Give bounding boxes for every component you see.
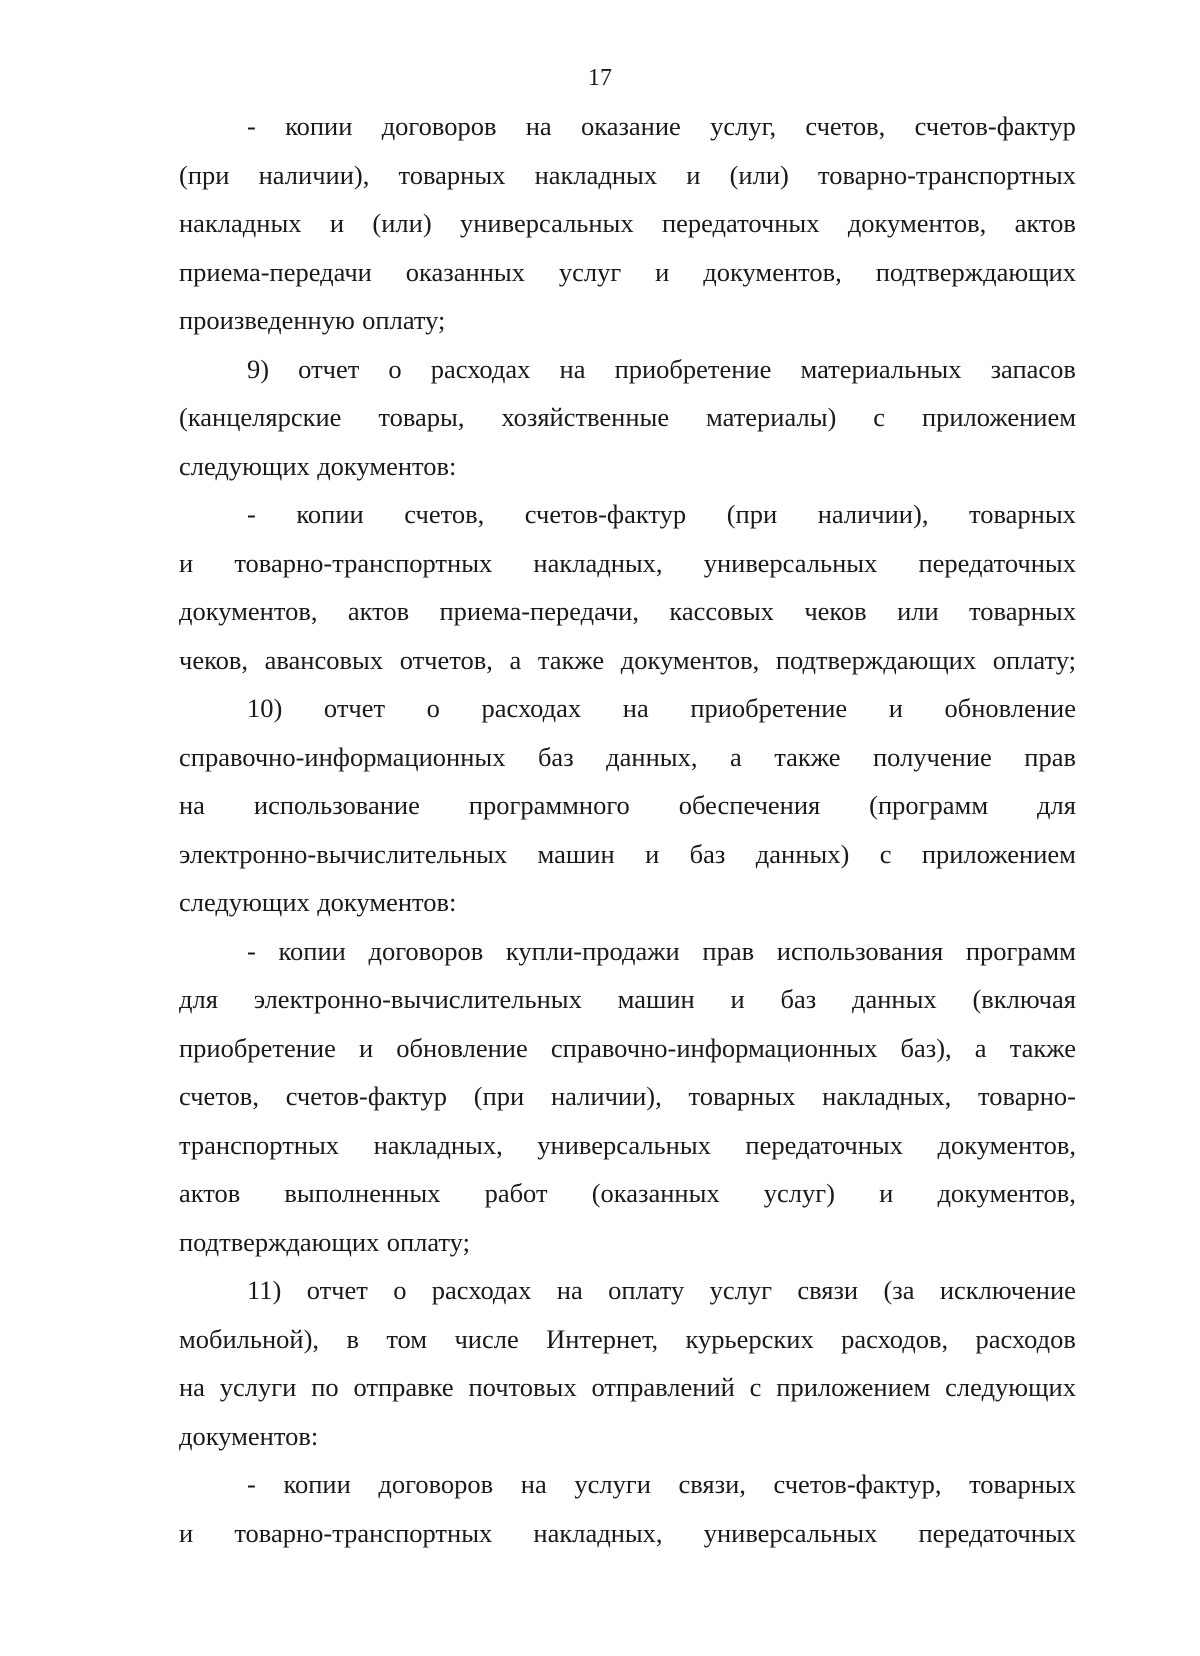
word: документов,: [703, 256, 842, 287]
word: документов:: [317, 887, 457, 917]
word: баз: [537, 741, 574, 772]
word: товары,: [378, 402, 465, 432]
word: передаточных: [745, 1129, 903, 1160]
word: отчет: [323, 693, 386, 723]
word: накладных,: [533, 547, 663, 578]
text-line: [179, 975, 1076, 1024]
word: и: [358, 1032, 374, 1063]
word: следующих: [945, 1372, 1076, 1402]
word: связи: [797, 1275, 859, 1305]
word: данных: [851, 984, 937, 1014]
word: (при: [179, 159, 230, 190]
word: прав: [702, 935, 755, 966]
word: связи,: [678, 1469, 746, 1499]
word: электронно-вычислительных: [253, 984, 582, 1014]
word: наличии),: [817, 499, 929, 529]
word: и: [329, 208, 345, 238]
text-line: [179, 636, 1076, 685]
word: услуги: [219, 1372, 297, 1402]
word: чеков: [804, 596, 867, 626]
word: данных,: [606, 741, 698, 772]
word: товарно-транспортных: [818, 159, 1076, 190]
word: приложением: [921, 402, 1076, 432]
word: обновление: [396, 1032, 528, 1063]
word: расходов: [975, 1323, 1076, 1354]
text-line: [179, 1460, 1076, 1509]
word: отправлений: [591, 1372, 735, 1402]
text-line: [179, 733, 1076, 782]
word: договоров: [368, 935, 484, 966]
word: а: [509, 644, 522, 675]
word: для: [1037, 790, 1076, 820]
text-line: [179, 830, 1076, 879]
text-line: [179, 1363, 1076, 1412]
word: -: [247, 1469, 256, 1499]
word: на: [520, 1469, 547, 1499]
word: материалы): [706, 402, 837, 432]
word: и: [655, 256, 670, 287]
text-line: [179, 1121, 1076, 1170]
word: и: [686, 159, 701, 190]
word: и: [879, 1178, 894, 1208]
word: кассовых: [669, 596, 774, 626]
word: 9): [247, 353, 270, 384]
word: транспортных: [179, 1129, 340, 1160]
word: оказание: [580, 111, 681, 141]
word: следующих: [179, 450, 310, 481]
word: товарных: [398, 159, 506, 190]
word: счетов,: [404, 499, 485, 529]
word: документов,: [937, 1129, 1076, 1160]
word: (или): [729, 159, 789, 190]
word: договоров: [381, 111, 497, 141]
word: счетов,: [805, 111, 886, 141]
text-line: [179, 1024, 1076, 1073]
word: услуг: [558, 256, 622, 287]
word: и: [179, 1517, 194, 1548]
word: товарных: [969, 1469, 1076, 1499]
word: авансовых: [264, 644, 384, 675]
word: на: [556, 1275, 583, 1305]
word: копии: [296, 499, 364, 529]
text-line: [179, 199, 1076, 248]
word: отправке: [353, 1372, 454, 1402]
word: электронно-вычислительных: [179, 838, 508, 869]
text-line: [179, 539, 1076, 588]
word: для: [179, 984, 218, 1014]
word: на: [179, 1372, 205, 1402]
word: подтверждающих: [179, 1226, 380, 1257]
word: документов:: [317, 450, 457, 481]
word: прав: [1024, 741, 1076, 772]
word: передаточных: [918, 547, 1076, 578]
word: по: [311, 1372, 339, 1402]
word: документов,: [179, 596, 318, 626]
word: купли-продажи: [505, 935, 680, 966]
word: обновление: [944, 693, 1076, 723]
word: универсальных: [703, 1517, 878, 1548]
word: приема-передачи,: [439, 596, 639, 626]
word: (или): [372, 208, 432, 238]
word: подтверждающих: [875, 256, 1076, 287]
word: приобретение: [614, 353, 772, 384]
word: отчет: [306, 1275, 368, 1305]
word: счетов-фактур: [285, 1081, 448, 1111]
word: услуг,: [710, 111, 777, 141]
word: товарных: [969, 499, 1076, 529]
word: и: [645, 838, 660, 869]
word: подтверждающих: [775, 644, 977, 675]
word: актов: [1014, 208, 1076, 238]
word: расходах: [430, 353, 531, 384]
word: товарно-транспортных: [234, 1517, 493, 1548]
word: накладных: [534, 159, 658, 190]
word: приобретение: [179, 1032, 336, 1063]
word: баз),: [900, 1032, 952, 1063]
word: выполненных: [284, 1178, 441, 1208]
word: счетов,: [179, 1081, 259, 1111]
word: с: [749, 1372, 762, 1402]
word: справочно-информационных: [550, 1032, 878, 1063]
word: Интернет,: [546, 1323, 659, 1354]
word: курьерских: [685, 1323, 814, 1354]
word: о: [388, 353, 402, 384]
word: работ: [484, 1178, 548, 1208]
word: оплату;: [362, 305, 446, 335]
word: копии: [285, 111, 353, 141]
word: на: [179, 790, 205, 820]
word: числе: [454, 1323, 519, 1354]
word: передаточных: [918, 1517, 1076, 1548]
word: приема-передачи: [179, 256, 372, 287]
word: или: [897, 596, 939, 626]
word: 10): [247, 693, 283, 723]
word: оплату;: [386, 1226, 470, 1257]
word: -: [247, 499, 256, 529]
word: баз: [780, 984, 817, 1014]
word: о: [426, 693, 440, 723]
word: в: [346, 1323, 359, 1354]
word: счетов-фактур: [524, 499, 687, 529]
word: баз: [689, 838, 726, 869]
word: (канцелярские: [179, 402, 342, 432]
text-line: [179, 1315, 1076, 1364]
word: наличии),: [551, 1081, 662, 1111]
text-line: [179, 587, 1076, 636]
word: (за: [883, 1275, 915, 1305]
word: а: [729, 741, 742, 772]
word: -: [247, 111, 256, 141]
word: обеспечения: [678, 790, 821, 820]
word: договоров: [378, 1469, 494, 1499]
text-line: [179, 151, 1076, 200]
text-line: [179, 345, 1076, 394]
word: копии: [278, 935, 346, 966]
word: также: [774, 741, 841, 772]
word: том: [386, 1323, 428, 1354]
word: актов: [179, 1178, 241, 1208]
word: 11): [247, 1275, 282, 1305]
document-body: [179, 102, 1076, 1557]
word: следующих: [179, 887, 310, 917]
word: приложением: [776, 1372, 931, 1402]
text-line: [179, 781, 1076, 830]
word: (при: [726, 499, 778, 529]
word: исключение: [939, 1275, 1076, 1305]
word: с: [879, 838, 892, 869]
page-number: 17: [588, 65, 612, 91]
word: также: [1009, 1032, 1076, 1063]
word: запасов: [990, 353, 1076, 384]
word: расходах: [431, 1275, 532, 1305]
word: актов: [347, 596, 410, 626]
word: приложением: [921, 838, 1076, 869]
word: отчет: [298, 353, 360, 384]
word: мобильной),: [179, 1323, 320, 1354]
word: а: [974, 1032, 987, 1063]
text-line: [179, 684, 1076, 733]
word: передаточных: [661, 208, 820, 238]
word: материальных: [800, 353, 962, 384]
word: машин: [617, 984, 695, 1014]
word: накладных,: [373, 1129, 503, 1160]
word: на: [559, 353, 586, 384]
word: услуги: [574, 1469, 651, 1499]
word: документов,: [847, 208, 987, 238]
word: (при: [473, 1081, 525, 1111]
word: товарных: [969, 596, 1076, 626]
word: документов:: [179, 1420, 319, 1451]
word: и: [179, 547, 194, 578]
word: накладных,: [822, 1081, 952, 1111]
text-line: [179, 296, 1076, 345]
word: оплату: [608, 1275, 685, 1305]
word: (программ: [869, 790, 989, 820]
word: использования: [776, 935, 944, 966]
text-line: [179, 1218, 1076, 1267]
word: накладных,: [533, 1517, 663, 1548]
word: использование: [253, 790, 420, 820]
word: счетов-фактур,: [773, 1469, 942, 1499]
word: также: [537, 644, 605, 675]
word: почтовых: [468, 1372, 577, 1402]
word: копии: [283, 1469, 351, 1499]
text-line: [179, 1509, 1076, 1558]
text-line: [179, 1266, 1076, 1315]
word: и: [730, 984, 745, 1014]
text-line: [179, 927, 1076, 976]
word: справочно-информационных: [179, 741, 506, 772]
word: хозяйственные: [501, 402, 670, 432]
word: с: [873, 402, 886, 432]
text-line: [179, 393, 1076, 442]
word: наличии),: [258, 159, 370, 190]
word: на: [525, 111, 552, 141]
text-line: [179, 1072, 1076, 1121]
text-line: [179, 1412, 1076, 1461]
word: товарно-: [978, 1081, 1076, 1111]
text-line: [179, 102, 1076, 151]
word: оказанных: [405, 256, 525, 287]
word: расходах: [481, 693, 582, 723]
word: программ: [965, 935, 1076, 966]
word: чеков,: [179, 644, 249, 675]
word: накладных: [179, 208, 302, 238]
word: -: [247, 935, 256, 966]
word: товарно-транспортных: [234, 547, 493, 578]
word: произведенную: [179, 305, 355, 335]
word: о: [393, 1275, 407, 1305]
word: программного: [468, 790, 630, 820]
word: (оказанных: [591, 1178, 720, 1208]
word: товарных: [688, 1081, 796, 1111]
word: данных): [755, 838, 850, 869]
word: отчетов,: [399, 644, 493, 675]
word: машин: [537, 838, 615, 869]
text-line: [179, 1169, 1076, 1218]
word: приобретение: [690, 693, 848, 723]
text-line: [179, 490, 1076, 539]
word: услуг: [709, 1275, 772, 1305]
word: счетов-фактур: [914, 111, 1076, 141]
text-line: [179, 248, 1076, 297]
word: универсальных: [460, 208, 634, 238]
word: оплату;: [992, 644, 1076, 675]
word: получение: [873, 741, 992, 772]
word: универсальных: [537, 1129, 711, 1160]
text-line: [179, 442, 1076, 491]
word: универсальных: [703, 547, 878, 578]
word: на: [622, 693, 649, 723]
word: (включая: [972, 984, 1076, 1014]
text-line: [179, 878, 1076, 927]
word: документов,: [620, 644, 760, 675]
word: расходов,: [841, 1323, 949, 1354]
word: и: [888, 693, 903, 723]
word: документов,: [937, 1178, 1076, 1208]
word: услуг): [763, 1178, 835, 1208]
